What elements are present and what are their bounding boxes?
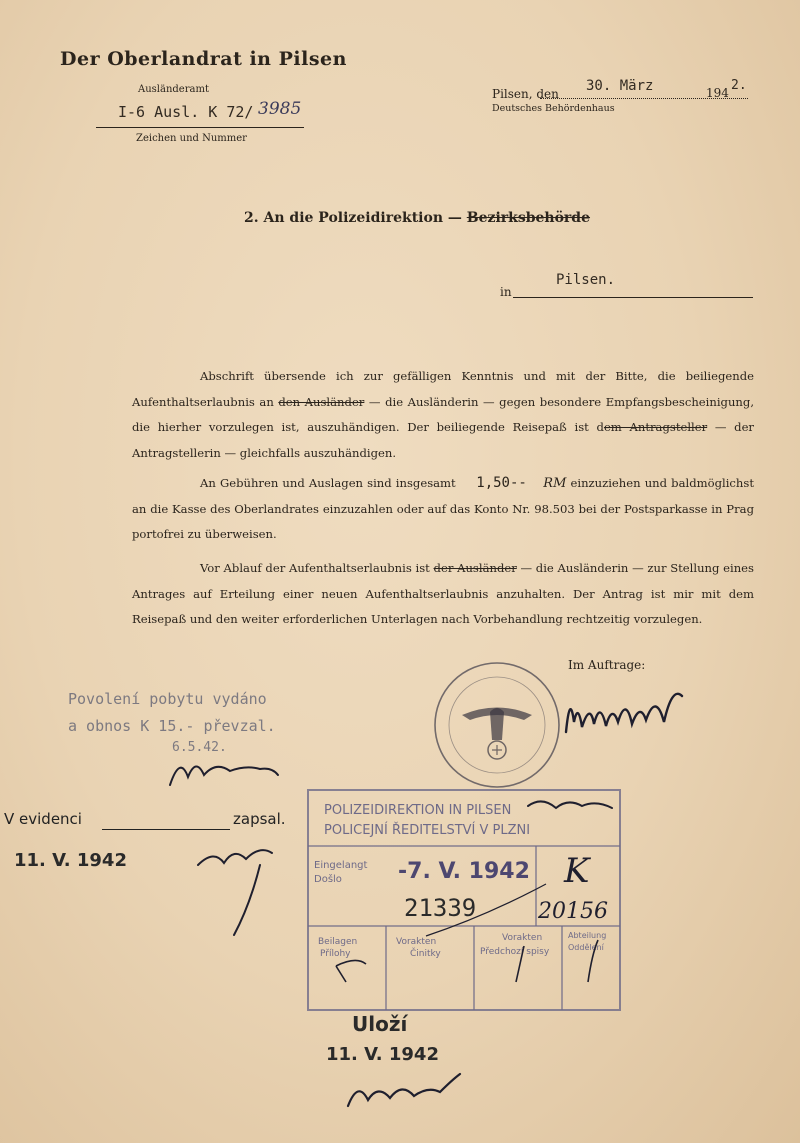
stamp-col4: Abteilung (568, 931, 607, 940)
in-label: in (500, 285, 512, 299)
note-permit-issued: Povolení pobytu vydáno (68, 690, 267, 708)
signature-official-icon (560, 682, 690, 742)
stamp-hand-number: 20156 (538, 899, 608, 924)
evidence-date: 11. V. 1942 (14, 850, 127, 871)
stamp-hand-mark: K (564, 851, 590, 891)
stored-label: Uloží (352, 1012, 408, 1036)
fee-amount: 1,50-- (476, 475, 527, 491)
stamp-title-cz: POLICEJNÍ ŘEDITELSTVÍ V PLZNI (324, 823, 531, 838)
reference-number: I-6 Ausl. K 72/ (118, 103, 254, 121)
signature-note-icon (160, 745, 290, 795)
signature-evidence-icon (190, 835, 280, 945)
evidence-label: V evidenci (4, 810, 82, 828)
official-seal-icon (432, 660, 562, 790)
addressee-number: 2. (244, 210, 259, 226)
issuer-office: Ausländeramt (138, 84, 209, 95)
paragraph-2: An Gebühren und Auslagen sind insgesamt 1,50-- RM einzuziehen und baldmöglichst an die Kasse des Oberlandrates einzuzahlen oder auf das Konto Nr. 98.503 bei der Postsparkasse in Prag portofrei zu überweisen. (132, 475, 754, 541)
note-date: 6.5.42. (172, 740, 227, 755)
paragraph-1: Abschrift übersende ich zur gefälligen Kenntnis und mit der Bitte, die beiliegende Aufenthaltserlaubnis an den Ausländer — die Ausländerin — gegen besondere Empfangsbescheinigung, die hierher vorzulegen ist, auszuhändigen. Der beiliegende Reisepaß ist dem Antragsteller — der Antragstellerin — gleichfalls auszuhändigen. (132, 369, 755, 460)
place-label: Pilsen, den (492, 87, 559, 101)
evidence-line (102, 829, 230, 830)
note-fee-received: a obnos K 15.- převzal. (68, 717, 276, 735)
date-typed: 30. März (586, 78, 654, 94)
stamp-col4b: Oddělení (568, 943, 604, 952)
stamp-col2b: Činitky (410, 949, 441, 959)
reference-underline (96, 127, 304, 128)
stamp-col2: Vorakten (396, 937, 437, 947)
reference-handwritten: 3985 (258, 99, 302, 119)
stamp-number: 21339 (404, 894, 477, 922)
issuer-title: Der Oberlandrat in Pilsen (60, 48, 347, 70)
evidence-wrote: zapsal. (233, 810, 286, 828)
city-underline (513, 297, 753, 298)
signature-stored-icon (340, 1070, 470, 1116)
stamp-received-date: -7. V. 1942 (398, 859, 530, 884)
stamp-col3: Vorakten (502, 933, 543, 943)
stamp-received-label-de: Eingelangt (314, 860, 368, 871)
addressee-prefix: An die Polizeidirektion — (263, 210, 462, 226)
stamp-received-label-cz: Došlo (314, 874, 342, 885)
date-year: 194 (706, 86, 729, 100)
addressee-struck: Bezirksbehörde (466, 210, 591, 226)
stamp-col1: Beilagen (318, 937, 358, 947)
stamp-col1b: Přílohy (320, 949, 351, 959)
city: Pilsen. (556, 272, 616, 288)
date-year-digit: 2. (731, 78, 747, 93)
stored-date: 11. V. 1942 (326, 1044, 439, 1065)
paragraph-3: Vor Ablauf der Aufenthaltserlaubnis ist der Ausländer — die Ausländerin — zur Stellung eines Antrages auf Erteilung einer neuen Aufenthaltserlaubnis anzuhalten. Der Antrag ist mir mit dem Reisepaß und den weiter erforderlichen Unterlagen nach Vorbehandlung rechtzeitig vorzulegen. (132, 561, 754, 626)
police-receipt-stamp (306, 786, 622, 1014)
reference-caption: Zeichen und Nummer (136, 133, 247, 144)
stamp-title-de: POLIZEIDIREKTION IN PILSEN (324, 803, 512, 818)
addressee (244, 210, 590, 226)
stamp-col3b: Předchozí spisy (480, 947, 550, 957)
order-label: Im Auftrage: (568, 658, 646, 672)
building-label: Deutsches Behördenhaus (492, 103, 615, 114)
fee-currency: RM (543, 476, 567, 491)
